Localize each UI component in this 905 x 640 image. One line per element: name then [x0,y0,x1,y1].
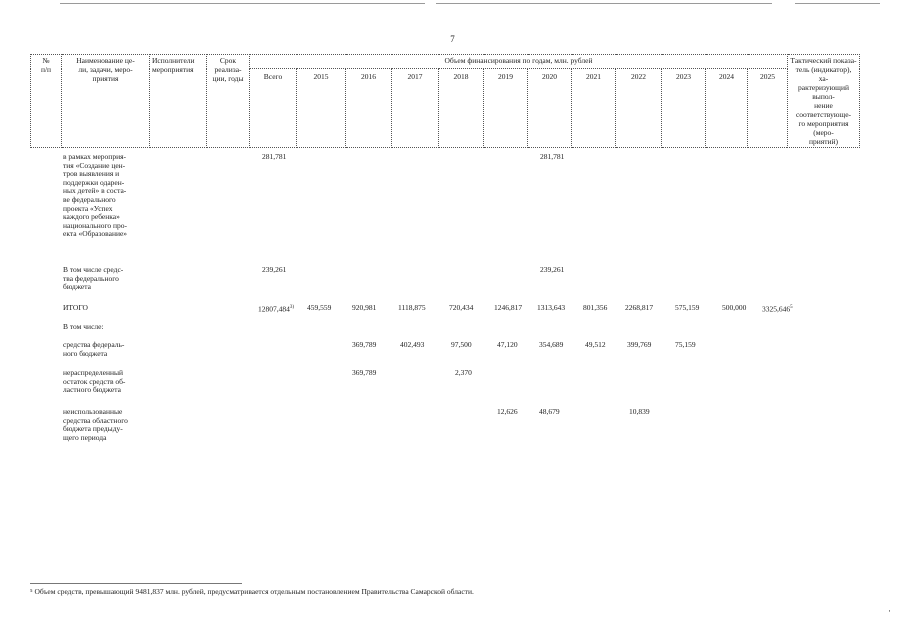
value-2017: 402,493 [400,340,425,349]
corner-dot: · [888,606,891,616]
row-label-total: ИТОГО [63,303,88,312]
row-label: неиспользованные средства областного бюджета предыду- щего периода [63,407,128,442]
row-label: в рамках мероприя- тия «Создание цен- тров выявления и поддержки одарен- ных детей» в соста- ве федерального проекта «Успех каждого ребенка» национального про- екта «Образование» [63,152,128,239]
col-num-header: № п/п [31,55,62,148]
col-name-header: Наименование це- ли, задачи, меро- приятия [62,55,150,148]
row-label: В том числе средс- тва федерального бюджета [63,265,124,292]
value-2024: 500,000 [722,303,747,312]
year-header: 2025 [748,69,788,148]
row-label: нераспределенный остаток средств об- ластного бюджета [63,368,126,395]
value-text: 12807,484 [258,304,290,314]
value-2019: 47,120 [497,340,518,349]
row-label: средства федераль- ного бюджета [63,340,125,358]
year-header: 2018 [439,69,484,148]
value-2016: 369,789 [352,340,377,349]
value-2018: 97,500 [451,340,472,349]
value-text: 3325,646 [762,304,791,314]
value-total [258,304,294,314]
footnote-ref: 3) [289,305,295,310]
value-total: 281,781 [262,152,287,161]
year-header: 2022 [616,69,662,148]
value-2019: 1246,817 [494,303,523,312]
row-label: В том числе: [63,322,104,331]
value-2022: 2268,817 [625,303,654,312]
year-header: 2021 [572,69,616,148]
value-2018: 720,434 [449,303,474,312]
col-indicator-header: Тактический показа- тель (индикатор), ха- рактеризующий выпол- нение соответствующе- го мероприятия (меро- приятий) [788,55,860,148]
value-2017: 1118,875 [398,303,426,312]
year-header: 2023 [662,69,706,148]
value-2019: 12,626 [497,407,518,416]
value-2021: 49,512 [585,340,606,349]
year-header: 2024 [706,69,748,148]
value-2023: 575,159 [675,303,700,312]
value-2023: 75,159 [675,340,696,349]
footnote: ⁵ Объем средств, превышающий 9481,837 млн. рублей, предусматривается отдельным постановлением Правительства Самарской области. [30,587,474,596]
value-2015: 459,559 [307,303,332,312]
value-2020: 1313,643 [537,303,566,312]
value-2022: 399,769 [627,340,652,349]
value-2016: 920,981 [352,303,377,312]
funding-header: Объем финансирования по годам, млн. рублей [250,55,788,69]
value-2020: 281,781 [540,152,565,161]
value-2020: 239,261 [540,265,565,274]
value-total: 239,261 [262,265,287,274]
value-2020: 48,679 [539,407,560,416]
footnote-divider [30,583,242,584]
year-header: 2020 [528,69,572,148]
col-period-header: Срок реализа- ции, годы [207,55,250,148]
value-2021: 801,356 [583,303,608,312]
year-header: Всего [250,69,297,148]
year-header: 2016 [346,69,392,148]
page-number: 7 [450,34,455,44]
col-exec-header: Исполнители мероприятия [150,55,207,148]
value-2016: 369,789 [352,368,377,377]
footnote-ref: 5 [790,305,793,310]
value-2022: 10,839 [629,407,650,416]
year-header: 2015 [297,69,346,148]
year-header: 2019 [484,69,528,148]
value-2025 [762,304,793,314]
value-2020: 354,689 [539,340,564,349]
year-header: 2017 [392,69,439,148]
value-2018: 2,370 [455,368,472,377]
